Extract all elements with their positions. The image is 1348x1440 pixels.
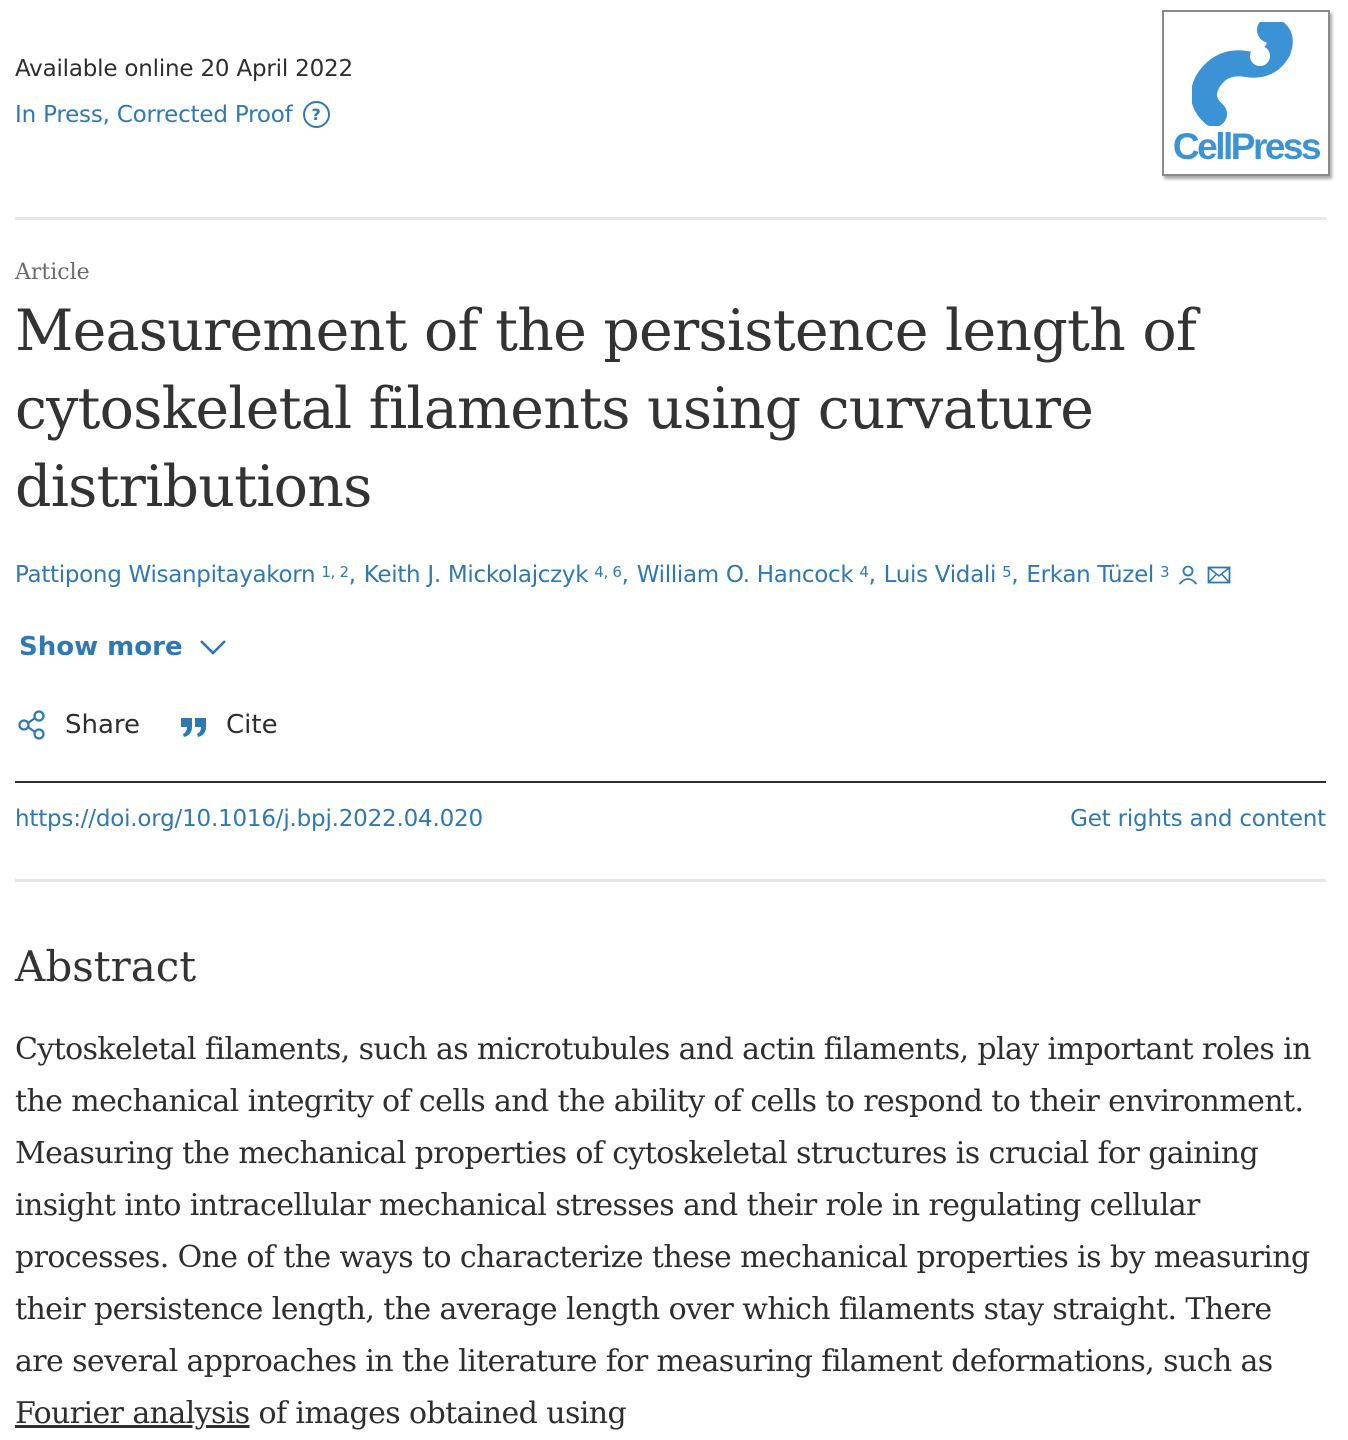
get-rights-link[interactable]: Get rights and content [1070,806,1326,832]
publisher-logo[interactable] [1162,10,1330,176]
abstract-text [15,1024,1315,1440]
quote-icon [180,712,208,738]
author-affiliation[interactable]: 4, 6 [594,563,622,581]
article-actions [17,710,318,740]
abstract-text-part: of images obtained using [249,1396,627,1431]
author-affiliation[interactable]: 1, 2 [321,563,349,581]
share-icon [17,710,47,740]
author-affiliation[interactable]: 4 [859,563,869,581]
author-affiliation[interactable]: 5 [1002,563,1012,581]
share-label: Share [65,710,141,740]
author-affiliation[interactable]: 3 [1160,563,1170,581]
header-divider [15,217,1326,220]
share-button[interactable] [17,710,140,740]
cite-button[interactable] [180,710,278,740]
chevron-down-icon [199,639,227,655]
person-icon[interactable] [1177,564,1199,586]
author-link[interactable]: Erkan Tüzel [1026,562,1155,588]
author-list: Pattipong Wisanpitayakorn $^{1, 2}$ , Keith J. Mickolajczyk $^{4, 6}$ , William O. Hancock $^4$ , Luis Vidali $^5$ , Erkan Tüzel $^3$ [15,562,1231,588]
article-status-link[interactable] [15,101,330,128]
author-link[interactable]: William O. Hancock [636,562,854,588]
author-link[interactable]: Pattipong Wisanpitayakorn [15,562,316,588]
doi-link[interactable]: https://doi.org/10.1016/j.bpj.2022.04.020 [15,806,483,832]
abstract-heading: Abstract [15,942,197,991]
envelope-icon[interactable] [1207,565,1231,585]
fourier-analysis-link[interactable]: Fourier analysis [15,1396,250,1431]
article-type-label: Article [15,260,90,285]
doi-divider [15,879,1326,882]
article-title: Measurement of the persistence length of cytoskeletal filaments using curvature distributions [15,298,1197,520]
actions-divider [15,781,1326,783]
author-link[interactable]: Luis Vidali [883,562,997,588]
cellpress-mark-icon [1192,22,1300,126]
abstract-text-part: Cytoskeletal filaments, such as microtubules and actin filaments, play important roles in the mechanical integrity of cells and the ability of cells to respond to their environment. Measuring the mechanical properties of cytoskeletal structures is crucial for gaining insight into intracellular mechanical stresses and their role in regulating cellular processes. One of the ways to characterize these mechanical properties is by measuring their persistence length, the average length over which filaments stay straight. There are several approaches in the literature for measuring filament deformations, such as [15,1032,1311,1379]
article-status-label: In Press, Corrected Proof [15,101,293,128]
publisher-logo-text: CellPress [1172,126,1320,167]
available-online-date: Available online 20 April 2022 [15,56,353,82]
show-more-label: Show more [19,632,183,662]
author-link[interactable]: Keith J. Mickolajczyk [363,562,589,588]
cite-label: Cite [226,710,278,740]
help-icon[interactable]: ? [303,101,330,128]
show-more-button[interactable] [19,632,227,662]
